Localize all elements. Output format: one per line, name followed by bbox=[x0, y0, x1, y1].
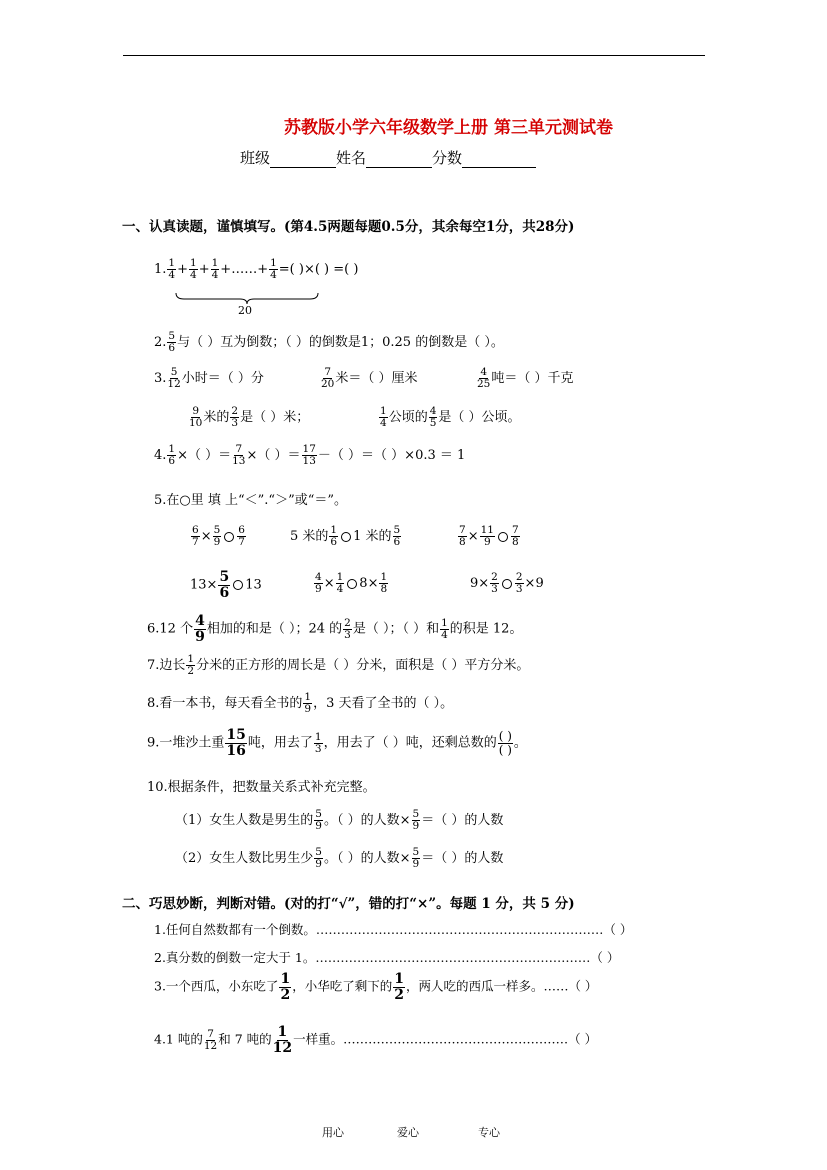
compare-circle[interactable] bbox=[233, 580, 243, 590]
student-info-line bbox=[240, 147, 536, 168]
question-3e: $\frac{1}{4}$ 公顷的 $\frac{4}{5}$ 是（ ）公顷。 bbox=[380, 405, 521, 430]
question-8: 8.看一本书，每天看全书的 $\frac{1}{9}$ ，3 天看了全书的（ ）。 bbox=[147, 691, 454, 716]
footer-text-2: 爱心 bbox=[397, 1126, 419, 1139]
compare-circle[interactable] bbox=[502, 579, 512, 589]
compare-circle[interactable] bbox=[341, 532, 351, 542]
question-1: 1. $\frac{1}{4}$ + $\frac{1}{4}$ + $\frac{1}{4}$ +……+ $\frac{1}{4}$ =( )×( ) =( ) bbox=[154, 257, 359, 282]
class-blank[interactable] bbox=[270, 153, 336, 168]
compare-2c: 9× $\frac{2}{3}$ $\frac{2}{3}$ ×9 bbox=[470, 571, 544, 596]
question-3c: $\frac{4}{25}$ 吨＝（ ）千克 bbox=[477, 366, 574, 391]
name-label: 姓名 bbox=[336, 149, 367, 167]
judge-item-4: 4.1 吨的 $\frac{7}{12}$ 和 7 吨的 $\frac{1}{12}$ 一样重。………………………………………………（ ） bbox=[154, 1024, 598, 1056]
top-rule bbox=[123, 55, 705, 56]
fraction: $\frac{1}{4}$ bbox=[168, 257, 176, 282]
underbrace bbox=[174, 291, 320, 305]
section1-heading: 一、认真读题，谨慎填写。(第4.5两题每题0.5分，其余每空1分，共28分) bbox=[122, 219, 575, 235]
score-label: 分数 bbox=[432, 149, 463, 167]
name-blank[interactable] bbox=[366, 153, 432, 168]
compare-1c: $\frac{7}{8}$ × $\frac{11}{9}$ $\frac{7}{8}$ bbox=[459, 524, 519, 549]
compare-circle[interactable] bbox=[347, 579, 357, 589]
judge-item-3: 3.一个西瓜，小东吃了 $\frac{1}{2}$ ，小华吃了剩下的 $\frac{1}{2}$ ，两人吃的西瓜一样多。……（ ） bbox=[154, 971, 598, 1003]
question-3: 3. $\frac{5}{12}$ 小时＝（ ）分 bbox=[154, 366, 264, 391]
question-2: 2. $\frac{5}{6}$ 与（ ）互为倒数；（ ）的倒数是1；0.25 的倒数是（ ）。 bbox=[154, 330, 504, 355]
fraction: $\frac{1}{4}$ bbox=[270, 257, 277, 282]
class-label: 班级 bbox=[240, 149, 271, 167]
question-10: 10.根据条件，把数量关系式补充完整。 bbox=[147, 780, 376, 795]
question-6: 6.12 个 $\frac{4}{9}$ 相加的和是（ ）；24 的 $\frac{2}{3}$ 是（ ）；（ ）和 $\frac{1}{4}$ 的积是 12。 bbox=[147, 613, 523, 645]
question-10-1: （1）女生人数是男生的 $\frac{5}{9}$ 。（ ）的人数× $\frac{5}{9}$ ＝（ ）的人数 bbox=[175, 808, 504, 833]
section2-heading: 二、巧思妙断，判断对错。(对的打“√”，错的打“×”。每题 1 分，共 5 分) bbox=[122, 896, 575, 912]
compare-circle[interactable] bbox=[498, 532, 508, 542]
page-title: 苏教版小学六年级数学上册 第三单元测试卷 bbox=[284, 118, 613, 138]
footer-text-1: 用心 bbox=[322, 1126, 344, 1139]
judge-item-2: 2.真分数的倒数一定大于 1。…………………………………………………………（ ） bbox=[154, 950, 620, 965]
fraction: $\frac{1}{4}$ bbox=[190, 257, 197, 282]
compare-circle[interactable] bbox=[224, 532, 234, 542]
fraction: $\frac{1}{4}$ bbox=[211, 257, 219, 282]
brace-count: 20 bbox=[238, 304, 252, 317]
question-3b: $\frac{7}{20}$ 米＝（ ）厘米 bbox=[321, 366, 418, 391]
question-10-2: （2）女生人数比男生少 $\frac{5}{9}$ 。（ ）的人数× $\frac{5}{9}$ ＝（ ）的人数 bbox=[175, 846, 504, 871]
compare-2a: 13× $\frac{5}{6}$ 13 bbox=[190, 569, 262, 601]
compare-1a: $\frac{6}{7}$ × $\frac{5}{9}$ $\frac{6}{7}$ bbox=[192, 524, 245, 549]
question-5: 5.在○里 填 上“＜”.“＞”或“＝”。 bbox=[154, 493, 348, 508]
question-9: 9.一堆沙土重 $\frac{15}{16}$ 吨，用去了 $\frac{1}{3}$ ，用去了（ ）吨，还剩总数的 ( ) ( ) 。 bbox=[147, 727, 527, 759]
question-4: 4. $\frac{1}{6}$ ×（ ）＝ $\frac{7}{13}$ ×（ ）＝ $\frac{17}{13}$ －（ ）＝（ ）×0.3 ＝ 1 bbox=[154, 443, 466, 468]
judge-item-1: 1.任何自然数都有一个倒数。……………………………………………………………（ ） bbox=[154, 922, 633, 937]
compare-1b: 5 米的 $\frac{1}{6}$ 1 米的 $\frac{5}{6}$ bbox=[290, 524, 401, 549]
question-7: 7.边长 $\frac{1}{2}$ 分米的正方形的周长是（ ）分米，面积是（ ）平方分米。 bbox=[147, 653, 530, 678]
question-3d: $\frac{9}{10}$ 米的 $\frac{2}{3}$ 是（ ）米； bbox=[189, 405, 310, 430]
score-blank[interactable] bbox=[462, 153, 536, 168]
compare-2b: $\frac{4}{9}$ × $\frac{1}{4}$ 8× $\frac{1}{8}$ bbox=[315, 571, 388, 596]
footer-text-3: 专心 bbox=[478, 1126, 500, 1139]
